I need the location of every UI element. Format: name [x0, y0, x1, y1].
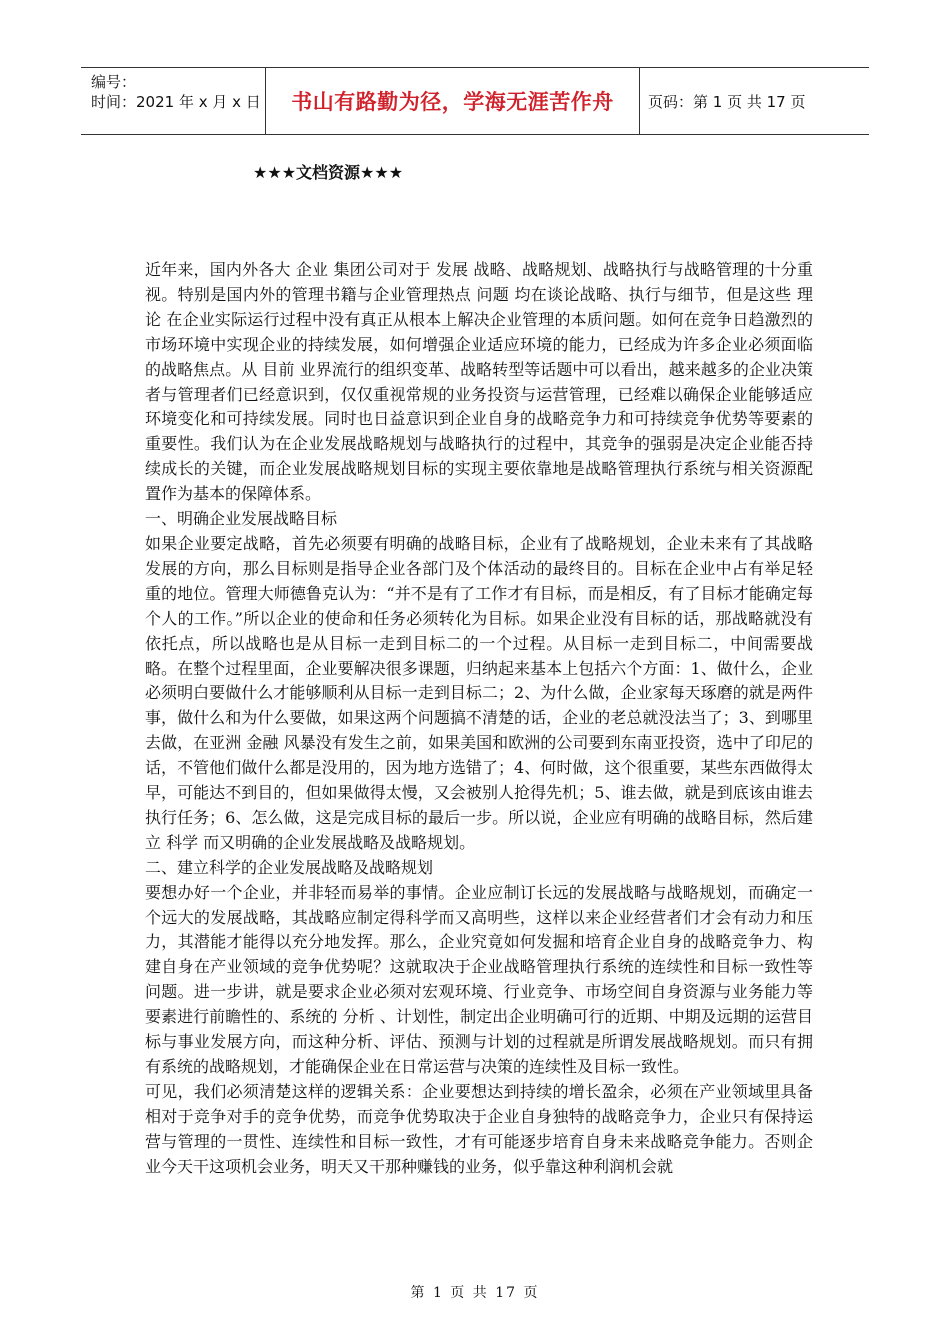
document-body [145, 258, 813, 1180]
section-2-paragraph: 要想办好一个企业，并非轻而易举的事情。企业应制订长远的发展战略与战略规划，而确定一个远大的发展战略，其战略应制定得科学而又高明些，这样以来企业经营者们才会有动力和压力，其潜能才能得以充分地发挥。那么，企业究竟如何发掘和培育企业自身的战略竞争力、构建自身在产业领域的竞争优势呢？这就取决于企业战略管理执行系统的连续性和目标一致性等问题。进一步讲，就是要求企业必须对宏观环境、行业竞争、市场空间自身资源与业务能力等要素进行前瞻性的、系统的 分析 、计划性，制定出企业明确可行的近期、中期及远期的运营目标与事业发展方向，而这种分析、评估、预测与计划的过程就是所谓发展战略规划。而只有拥有系统的战略规划，才能确保企业在日常运营与决策的连续性及目标一致性。 [145, 882, 813, 1076]
header-slogan: 书山有路勤为径，学海无涯苦作舟 [266, 68, 640, 134]
document-header [81, 67, 869, 135]
header-meta [81, 68, 266, 134]
page-footer: 第 1 页 共 17 页 [410, 1285, 540, 1301]
section-heading-1: 一、明确企业发展战略目标 [145, 509, 338, 529]
section-heading-2: 二、建立科学的企业发展战略及战略规划 [145, 857, 434, 877]
header-page-info: 页码：第 1 页 共 17 页 [648, 92, 806, 111]
document-title: ★★★文档资源★★★ [253, 163, 404, 182]
section-1-paragraph: 如果企业要定战略，首先必须要有明确的战略目标，企业有了战略规划，企业未来有了其战略发展的方向，那么目标则是指导企业各部门及个体活动的最终目的。目标在企业中占有举足轻重的地位。管理大师德鲁克认为：“并不是有了工作才有目标，而是相反，有了目标才能确定每个人的工作。”所以企业的使命和任务必须转化为目标。如果企业没有目标的话，那战略就没有依托点，所以战略也是从目标一走到目标二的一个过程。从目标一走到目标二，中间需要战略。在整个过程里面，企业要解决很多课题，归纳起来基本上包括六个方面：1、做什么，企业必须明白要做什么才能够顺利从目标一走到目标二；2、为什么做，企业家每天琢磨的就是两件事，做什么和为什么要做，如果这两个问题搞不清楚的话，企业的老总就没法当了；3、到哪里去做，在亚洲 金融 风暴没有发生之前，如果美国和欧洲的公司要到东南亚投资，选中了印尼的话，不管他们做什么都是没用的，因为地方选错了；4、何时做，这个很重要，某些东西做得太早，可能达不到目的，但如果做得太慢，又会被别人抢得先机；5、谁去做，就是到底该由谁去执行任务；6、怎么做，这是完成目标的最后一步。所以说，企业应有明确的战略目标，然后建立 科学 而又明确的企业发展战略及战略规划。 [145, 533, 813, 852]
document-date-label: 时间：2021 年 x 月 x 日 [91, 93, 261, 111]
conclusion-paragraph: 可见，我们必须清楚这样的逻辑关系：企业要想达到持续的增长盈余，必须在产业领域里具备相对于竞争对手的竞争优势，而竞争优势取决于企业自身独特的战略竞争力，企业只有保持运营与管理的一贯性、连续性和目标一致性，才有可能逐步培育自身未来战略竞争能力。否则企业今天干这项机会业务，明天又干那种赚钱的业务，似乎靠这种利润机会就 [145, 1081, 813, 1176]
intro-paragraph: 近年来，国内外各大 企业 集团公司对于 发展 战略、战略规划、战略执行与战略管理的十分重视。特别是国内外的管理书籍与企业管理热点 问题 均在谈论战略、执行与细节，但是这些 理论 在企业实际运行过程中没有真正从根本上解决企业管理的本质问题。如何在竞争日趋激烈的市场环境中实现企业的持续发展，如何增强企业适应环境的能力，已经成为许多企业必须面临的战略焦点。从 目前 业界流行的组织变革、战略转型等话题中可以看出，越来越多的企业决策者与管理者们已经意识到，仅仅重视常规的业务投资与运营管理，已经难以确保企业能够适应环境变化和可持续发展。同时也日益意识到企业自身的战略竞争力和可持续竞争优势等要素的重要性。我们认为在企业发展战略规划与战略执行的过程中，其竞争的强弱是决定企业能否持续成长的关键，而企业发展战略规划目标的实现主要依靠地是战略管理执行系统与相关资源配置作为基本的保障体系。 [145, 260, 813, 504]
document-number-label: 编号： [91, 73, 137, 91]
